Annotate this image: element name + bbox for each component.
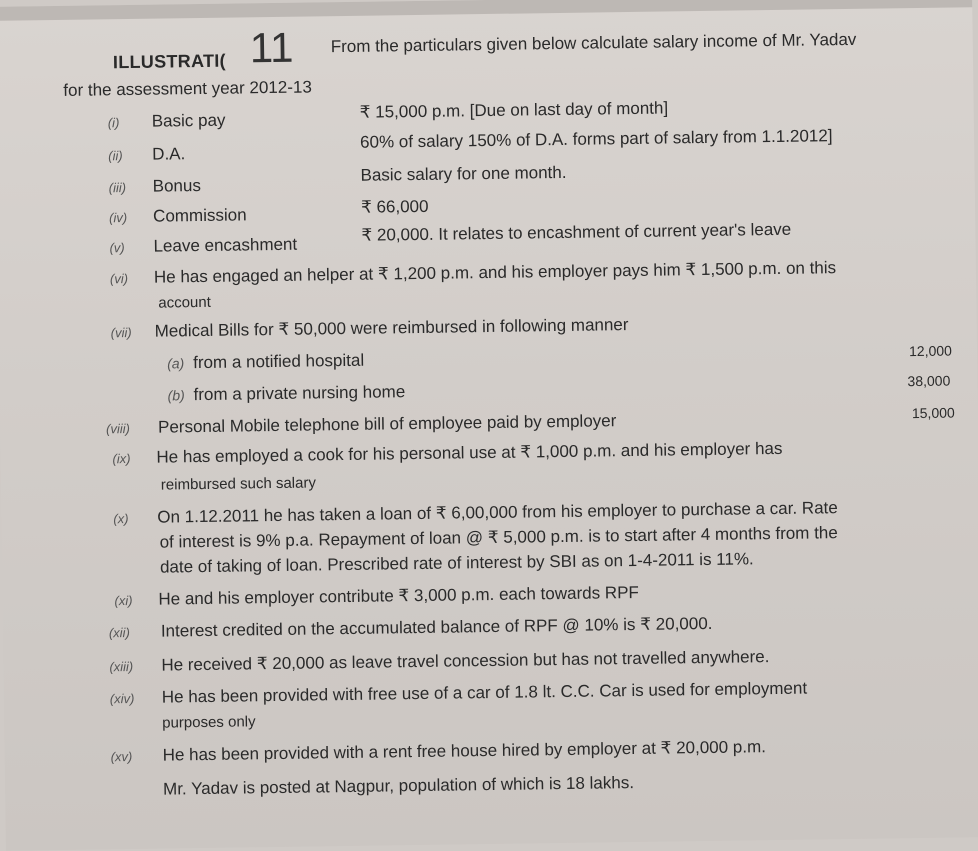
list-item-continuation: account xyxy=(158,293,211,312)
item-amount: 15,000 xyxy=(911,404,955,422)
list-item: (xi) He and his employer contribute ₹ 3,000 p.m. each towards RPF xyxy=(114,582,639,609)
intro-line-1: From the particulars given below calculate salary income of Mr. Yadav xyxy=(330,29,857,57)
illustration-number: 11 xyxy=(249,23,294,72)
list-item: (vi) He has engaged an helper at ₹ 1,200 p.m. and his employer pays him ₹ 1,500 p.m. on this xyxy=(109,258,837,287)
item-value: Basic salary for one month. xyxy=(360,162,567,185)
list-item: (iv) Commission xyxy=(109,205,247,226)
item-value: 60% of salary 150% of D.A. forms part of salary from 1.1.2012] xyxy=(359,126,833,152)
list-item: (xv) He has been provided with a rent free house hired by employer at ₹ 20,000 p.m. xyxy=(110,737,767,765)
list-item: (i) Basic pay xyxy=(107,110,226,131)
list-item-continuation: purposes only xyxy=(162,713,256,732)
sub-item-amount: 38,000 xyxy=(907,372,951,390)
closing-note: Mr. Yadav is posted at Nagpur, population of which is 18 lakhs. xyxy=(162,773,635,799)
list-item-continuation: of interest is 9% p.a. Repayment of loan @ ₹ 5,000 p.m. is to start after 4 months from the xyxy=(159,523,838,552)
list-item: (v) Leave encashment xyxy=(109,234,298,256)
item-value: ₹ 20,000. It relates to encashment of current year's leave xyxy=(361,219,792,245)
list-item: (iii) Bonus xyxy=(108,176,202,196)
illustration-label: ILLUSTRATI( xyxy=(112,50,227,73)
list-item: (viii) Personal Mobile telephone bill of employee paid by employer xyxy=(105,411,617,437)
list-item: (ix) He has employed a cook for his personal use at ₹ 1,000 p.m. and his employer has xyxy=(112,438,783,467)
list-item: (ii) D.A. xyxy=(108,144,186,164)
list-item-continuation: date of taking of loan. Prescribed rate of interest by SBI as on 1-4-2011 is 11%. xyxy=(159,549,754,577)
list-item-continuation: reimbursed such salary xyxy=(160,474,317,494)
item-value: ₹ 15,000 p.m. [Due on last day of month] xyxy=(359,98,669,122)
list-item: (xii) Interest credited on the accumulated balance of RPF @ 10% is ₹ 20,000. xyxy=(108,613,713,641)
sub-item-amount: 12,000 xyxy=(908,342,952,360)
list-item: (x) On 1.12.2011 he has taken a loan of ₹ 6,00,000 from his employer to purchase a car. Rate xyxy=(113,498,838,527)
page-top-edge xyxy=(0,0,972,21)
sub-item: (a) from a notified hospital xyxy=(167,350,365,373)
list-item: (xiii) He received ₹ 20,000 as leave travel concession but has not travelled anywhere. xyxy=(109,647,770,675)
intro-line-2: for the assessment year 2012-13 xyxy=(63,77,312,100)
list-item: (vii) Medical Bills for ₹ 50,000 were reimbursed in following manner xyxy=(110,315,629,341)
item-value: ₹ 66,000 xyxy=(360,196,429,217)
list-item: (xiv) He has been provided with free use of a car of 1.8 lt. C.C. Car is used for employment xyxy=(109,678,808,707)
sub-item: (b) from a private nursing home xyxy=(167,382,406,405)
